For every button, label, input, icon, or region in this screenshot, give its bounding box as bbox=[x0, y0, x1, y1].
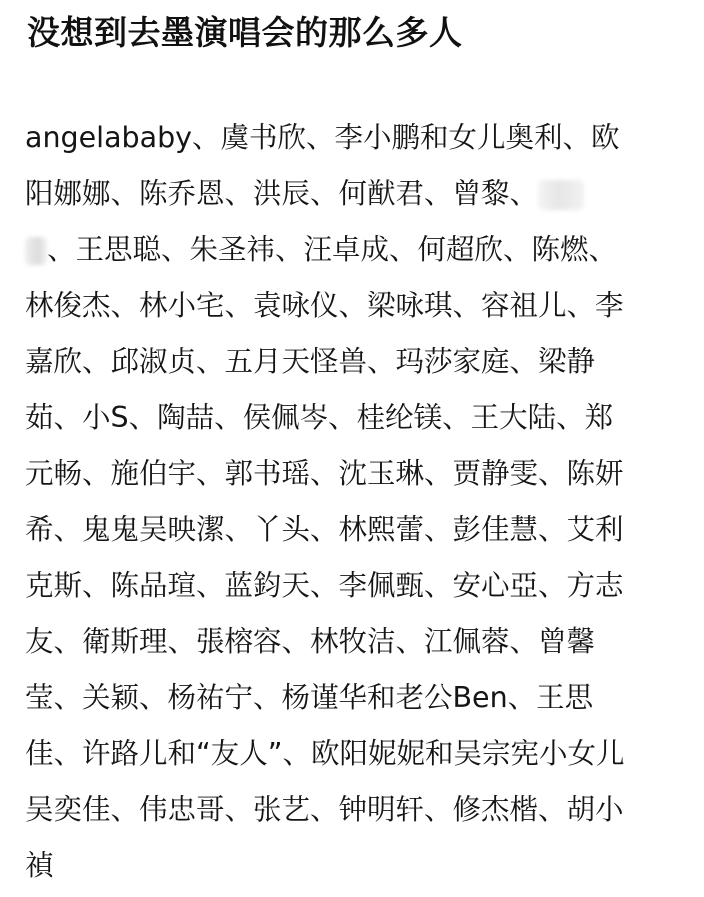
body-line-9: 克斯、陈品瑄、蓝鈞天、李佩甄、安心亞、方志 bbox=[25, 569, 624, 602]
body-line-13: 吴奕佳、伟忠哥、张艺、钟明轩、修杰楷、胡小 bbox=[25, 793, 624, 826]
post-title: 没想到去墨演唱会的那么多人 bbox=[27, 13, 463, 52]
body-line-2 bbox=[25, 169, 687, 225]
redacted-name-smudge bbox=[538, 180, 584, 210]
body-line-14: 禎 bbox=[25, 849, 54, 882]
body-line-4: 林俊杰、林小宅、袁咏仪、梁咏琪、容祖儿、李 bbox=[25, 289, 624, 322]
body-line-1: angelababy、虞书欣、李小鹏和女儿奥利、欧 bbox=[25, 121, 620, 154]
body-line-8: 希、鬼鬼吴映潔、丫头、林熙蕾、彭佳慧、艾利 bbox=[25, 513, 624, 546]
body-line-3 bbox=[25, 225, 687, 281]
body-line-10: 友、衛斯理、張榕容、林牧洁、江佩蓉、曾馨 bbox=[25, 625, 596, 658]
body-line-6: 茹、小S、陶喆、侯佩岑、桂纶镁、王大陆、郑 bbox=[25, 401, 614, 434]
redacted-name-smudge-continued bbox=[25, 237, 47, 265]
body-line-3-text: 、王思聪、朱圣祎、汪卓成、何超欣、陈燃、 bbox=[47, 233, 618, 266]
post-body bbox=[25, 113, 687, 897]
body-line-12: 佳、许路儿和“友人”、欧阳妮妮和吴宗宪小女儿 bbox=[25, 737, 625, 770]
body-line-5: 嘉欣、邱淑贞、五月天怪兽、玛莎家庭、梁静 bbox=[25, 345, 596, 378]
body-line-11: 莹、关颖、杨祐宁、杨谨华和老公Ben、王思 bbox=[25, 681, 594, 714]
body-line-7: 元畅、施伯宇、郭书瑶、沈玉琳、贾静雯、陈妍 bbox=[25, 457, 624, 490]
body-line-2-text: 阳娜娜、陈乔恩、洪辰、何猷君、曾黎、 bbox=[25, 177, 539, 210]
